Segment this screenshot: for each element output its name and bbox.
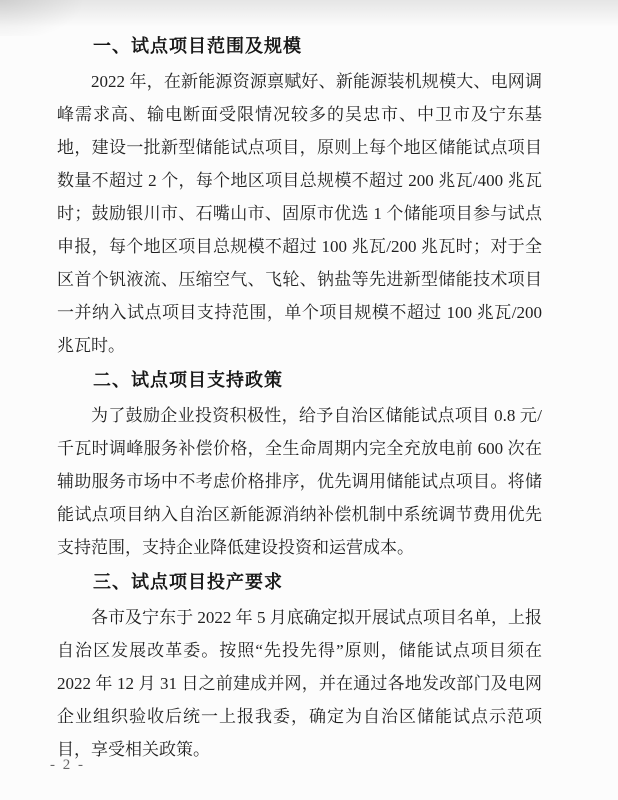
page-number: - 2 -	[50, 757, 85, 773]
section-production-requirements	[57, 566, 542, 766]
section-paragraph-1: 2022 年，在新能源资源禀赋好、新能源装机规模大、电网调峰需求高、输电断面受限情况较多的吴忠市、中卫市及宁东基地，建设一批新型储能试点项目，原则上每个地区储能试点项目数量不超过 2 个，每个地区项目总规模不超过 200 兆瓦/400 兆瓦时；鼓励银川市、石嘴山市、固原市优选 1 个储能项目参与试点申报，每个地区项目总规模不超过 100 兆瓦/200 兆瓦时；对于全区首个钒液流、压缩空气、飞轮、钠盐等先进新型储能技术项目一并纳入试点项目支持范围，单个项目规模不超过 100 兆瓦/200 兆瓦时。	[57, 72, 542, 355]
section-support-policy	[57, 364, 542, 564]
section-paragraph-2: 为了鼓励企业投资积极性，给予自治区储能试点项目 0.8 元/千瓦时调峰服务补偿价格，全生命周期内完全充放电前 600 次在辅助服务市场中不考虑价格排序，优先调用储能试点项目。将储能试点项目纳入自治区新能源消纳补偿机制中系统调节费用优先支持范围，支持企业降低建设投资和运营成本。	[57, 406, 542, 557]
section-heading-1: 一、试点项目范围及规模	[93, 36, 302, 56]
section-scope-and-scale	[57, 30, 542, 362]
section-heading-2: 二、试点项目支持政策	[93, 370, 283, 390]
section-paragraph-3: 各市及宁东于 2022 年 5 月底确定拟开展试点项目名单，上报自治区发展改革委。按照“先投先得”原则，储能试点项目须在 2022 年 12 月 31 日之前建成并网，并在通过各地发改部门及电网企业组织验收后统一上报我委，确定为自治区储能试点示范项目，享受相关政策。	[57, 608, 542, 759]
section-heading-3: 三、试点项目投产要求	[93, 572, 283, 592]
